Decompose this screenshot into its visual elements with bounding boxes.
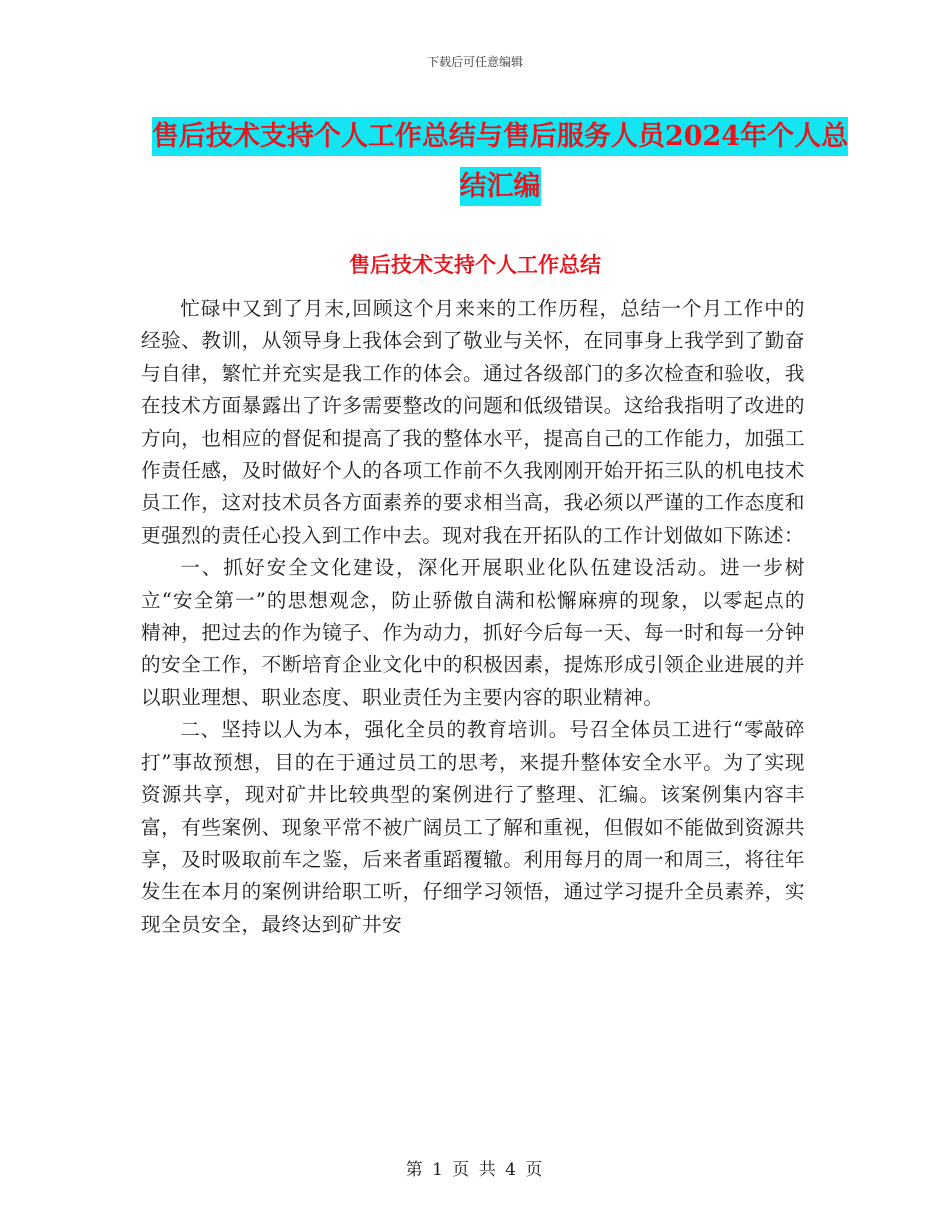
document-title-text: 售后技术支持个人工作总结与售后服务人员2024年个人总结汇编 <box>152 117 848 206</box>
page-footer: 第 1 页 共 4 页 <box>405 1160 545 1180</box>
paragraph: 一、抓好安全文化建设，深化开展职业化队伍建设活动。进一步树立“安全第一”的思想观念，防止骄傲自满和松懈麻痹的现象，以零起点的精神，把过去的作为镜子、作为动力，抓好今后每一天、每一时和每一分钟的安全工作，不断培育企业文化中的积极因素，提炼形成引领企业进展的并以职业理想、职业态度、职业责任为主要内容的职业精神。 <box>141 556 805 709</box>
paragraph: 忙碌中又到了月末,回顾这个月来来的工作历程，总结一个月工作中的经验、教训，从领导身上我体会到了敬业与关怀，在同事身上我学到了勤奋与自律，繁忙并充实是我工作的体会。通过各级部门的多次检查和验收，我在技术方面暴露出了许多需要整改的问题和低级错误。这给我指明了改进的方向，也相应的督促和提高了我的整体水平，提高自己的工作能力，加强工作责任感，及时做好个人的各项工作前不久我刚刚开始开拓三队的机电技术员工作，这对技术员各方面素养的要求相当高，我必须以严谨的工作态度和更强烈的责任心投入到工作中去。现对我在开拓队的工作计划做如下陈述： <box>141 297 805 547</box>
header-note: 下载后可任意编辑 <box>426 55 523 69</box>
document-title <box>140 112 860 212</box>
document-body <box>141 293 805 941</box>
section-title: 售后技术支持个人工作总结 <box>349 252 601 277</box>
paragraph: 二、坚持以人为本，强化全员的教育培训。号召全体员工进行“零敲碎打”事故预想，目的在于通过员工的思考，来提升整体安全水平。为了实现资源共享，现对矿井比较典型的案例进行了整理、汇编。该案例集内容丰富，有些案例、现象平常不被广阔员工了解和重视，但假如不能做到资源共享，及时吸取前车之鉴，后来者重蹈覆辙。利用每月的周一和周三，将往年发生在本月的案例讲给职工听，仔细学习领悟，通过学习提升全员素养，实现全员安全，最终达到矿井安 <box>141 718 805 936</box>
